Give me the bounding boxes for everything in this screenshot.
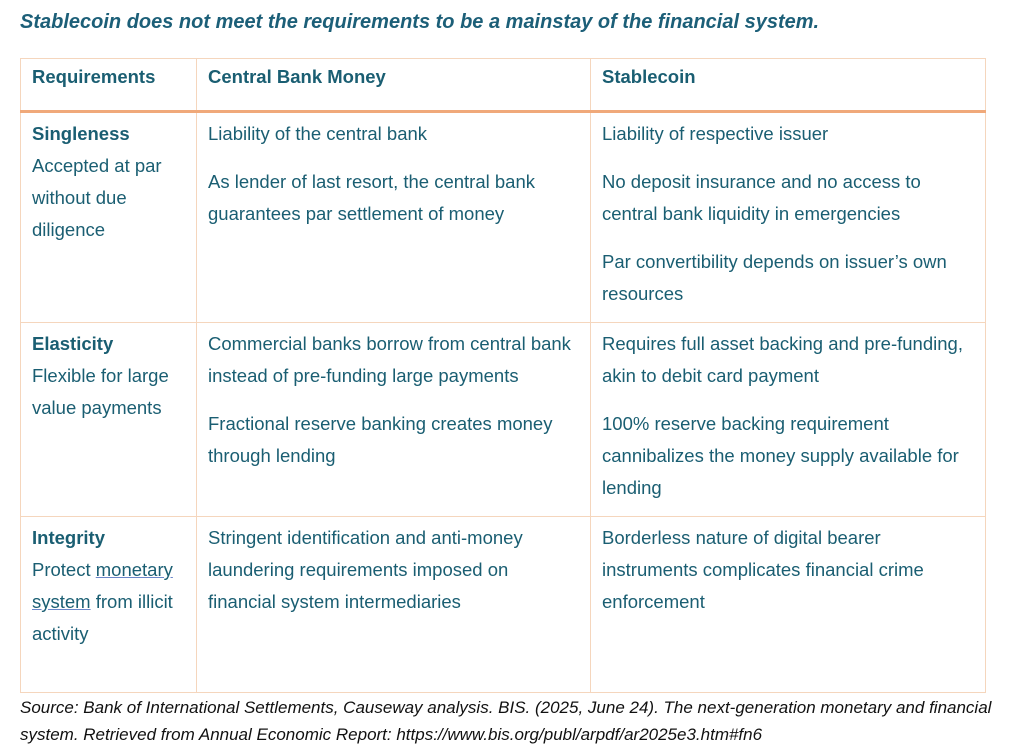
cell-paragraph: Borderless nature of digital bearer instruments complicates financial crime enforcement xyxy=(602,527,924,612)
cell-paragraph: No deposit insurance and no access to central bank liquidity in emergencies xyxy=(602,171,921,224)
requirement-description: Accepted at par without due diligence xyxy=(32,155,162,240)
cell-paragraph: Fractional reserve banking creates money through lending xyxy=(208,413,553,466)
spellcheck-underlined-text: monetary system xyxy=(32,559,173,612)
cell-paragraph: Liability of the central bank xyxy=(208,123,428,144)
stablecoin-cell xyxy=(591,517,986,693)
cell-paragraph: 100% reserve backing requirement cannibalizes the money supply available for lending xyxy=(602,413,959,498)
requirement-name: Elasticity xyxy=(32,333,114,354)
cell-paragraph: Liability of respective issuer xyxy=(602,123,829,144)
cell-paragraph: Commercial banks borrow from central bank instead of pre-funding large payments xyxy=(208,333,571,386)
central-bank-cell xyxy=(197,517,591,693)
stablecoin-cell xyxy=(591,112,986,323)
table-row-integrity xyxy=(21,517,986,693)
requirement-cell xyxy=(21,112,197,323)
table-row-elasticity xyxy=(21,323,986,517)
requirement-description xyxy=(32,554,186,650)
table-row-singleness xyxy=(21,112,986,323)
requirement-cell xyxy=(21,323,197,517)
central-bank-cell xyxy=(197,112,591,323)
requirement-name: Singleness xyxy=(32,123,130,144)
central-bank-cell xyxy=(197,323,591,517)
cell-paragraph: Stringent identification and anti-money laundering requirements imposed on financial system intermediaries xyxy=(208,527,523,612)
header-stablecoin: Stablecoin xyxy=(591,59,986,112)
requirement-name: Integrity xyxy=(32,527,105,548)
stablecoin-cell xyxy=(591,323,986,517)
table-header-row xyxy=(21,59,986,112)
header-requirements: Requirements xyxy=(21,59,197,112)
page-title: Stablecoin does not meet the requirements to be a mainstay of the financial system. xyxy=(20,11,820,33)
cell-paragraph: Par convertibility depends on issuer’s own resources xyxy=(602,251,947,304)
source-footnote: Source: Bank of International Settlements, Causeway analysis. BIS. (2025, June 24). The next-generation monetary and financial system. Retrieved from Annual Economic Report: https://www.bis.org/publ/arpdf/ar2025e3.htm#fn6 xyxy=(20,698,992,744)
requirement-cell xyxy=(21,517,197,693)
requirement-description-part: Protect xyxy=(32,559,96,580)
header-central-bank-money: Central Bank Money xyxy=(197,59,591,112)
cell-paragraph: Requires full asset backing and pre-funding, akin to debit card payment xyxy=(602,333,963,386)
cell-paragraph: As lender of last resort, the central bank guarantees par settlement of money xyxy=(208,171,536,224)
requirement-description-part: from illicit activity xyxy=(32,591,173,644)
comparison-table xyxy=(20,58,986,693)
requirement-description: Flexible for large value payments xyxy=(32,365,169,418)
